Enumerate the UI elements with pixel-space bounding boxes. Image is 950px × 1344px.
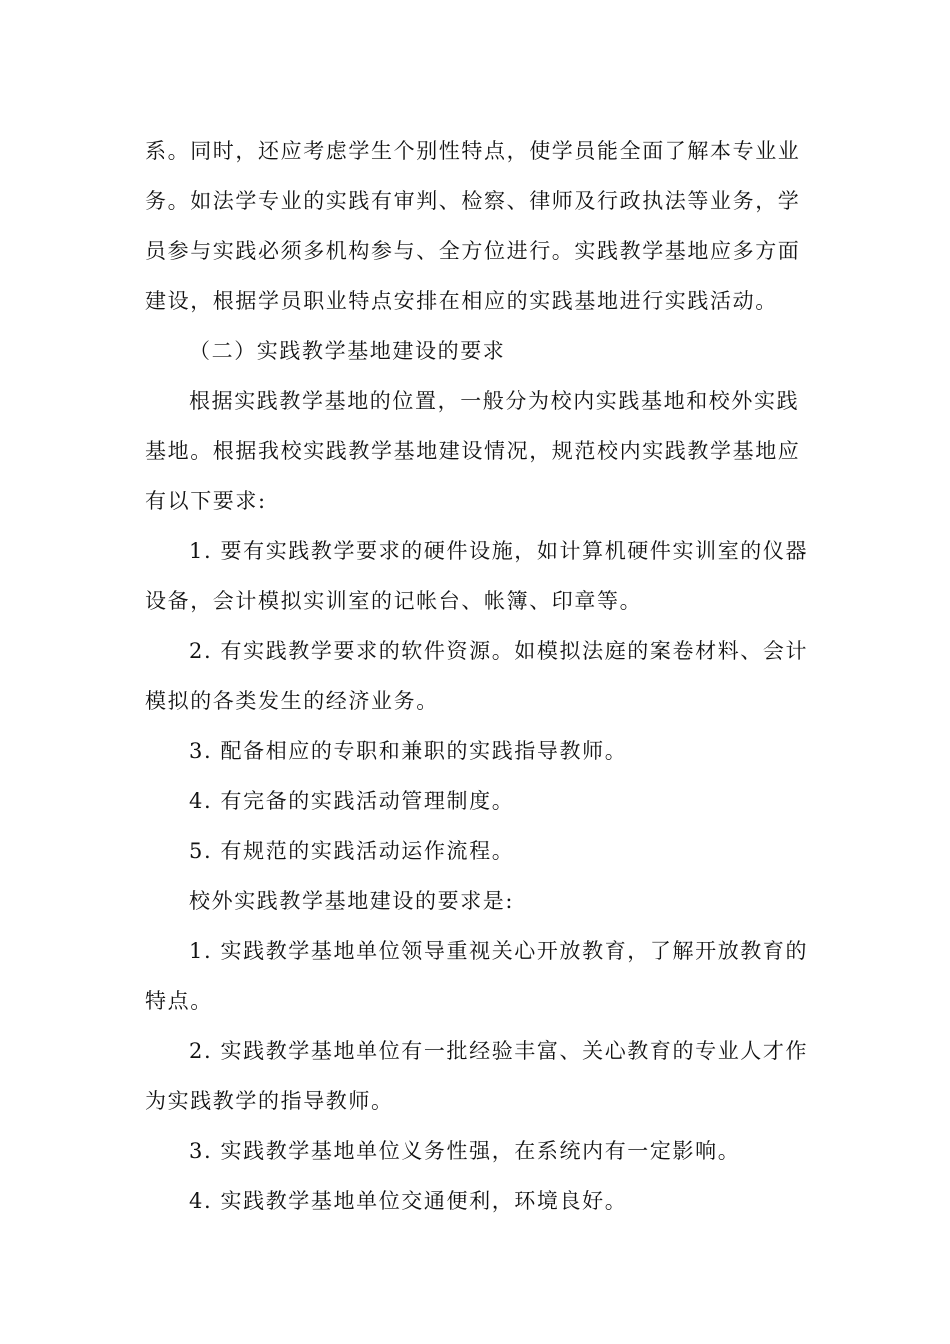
list-item-line: 3. 配备相应的专职和兼职的实践指导教师。 — [189, 739, 628, 763]
paragraph-line: 务。如法学专业的实践有审判、检察、律师及行政执法等业务，学 — [145, 189, 801, 213]
list-item-line: 1. 要有实践教学要求的硬件设施，如计算机硬件实训室的仪器 — [189, 539, 809, 563]
paragraph-line: 系。同时，还应考虑学生个别性特点，使学员能全面了解本专业业 — [145, 139, 801, 163]
list-item-line: 2. 有实践教学要求的软件资源。如模拟法庭的案卷材料、会计 — [189, 639, 809, 663]
list-item-line: 4. 有完备的实践活动管理制度。 — [189, 789, 515, 813]
list-item-line: 5. 有规范的实践活动运作流程。 — [189, 839, 515, 863]
list-item-line: 4. 实践教学基地单位交通便利，环境良好。 — [189, 1189, 628, 1213]
section-heading: （二）实践教学基地建设的要求 — [189, 339, 506, 363]
paragraph-line: 员参与实践必须多机构参与、全方位进行。实践教学基地应多方面 — [145, 239, 801, 263]
paragraph-line: 基地。根据我校实践教学基地建设情况，规范校内实践教学基地应 — [145, 439, 801, 463]
paragraph-line: 有以下要求: — [145, 489, 267, 513]
list-item-line: 1. 实践教学基地单位领导重视关心开放教育，了解开放教育的 — [189, 939, 809, 963]
list-item-line: 为实践教学的指导教师。 — [145, 1089, 394, 1113]
list-item-line: 3. 实践教学基地单位义务性强，在系统内有一定影响。 — [189, 1139, 741, 1163]
paragraph-line: 根据实践教学基地的位置，一般分为校内实践基地和校外实践 — [189, 389, 800, 413]
list-item-line: 设备，会计模拟实训室的记帐台、帐簿、印章等。 — [145, 589, 643, 613]
list-item-line: 2. 实践教学基地单位有一批经验丰富、关心教育的专业人才作 — [189, 1039, 809, 1063]
list-item-line: 特点。 — [145, 989, 213, 1013]
list-item-line: 模拟的各类发生的经济业务。 — [145, 689, 439, 713]
paragraph-line: 建设，根据学员职业特点安排在相应的实践基地进行实践活动。 — [145, 289, 778, 313]
paragraph-line: 校外实践教学基地建设的要求是: — [189, 889, 515, 913]
